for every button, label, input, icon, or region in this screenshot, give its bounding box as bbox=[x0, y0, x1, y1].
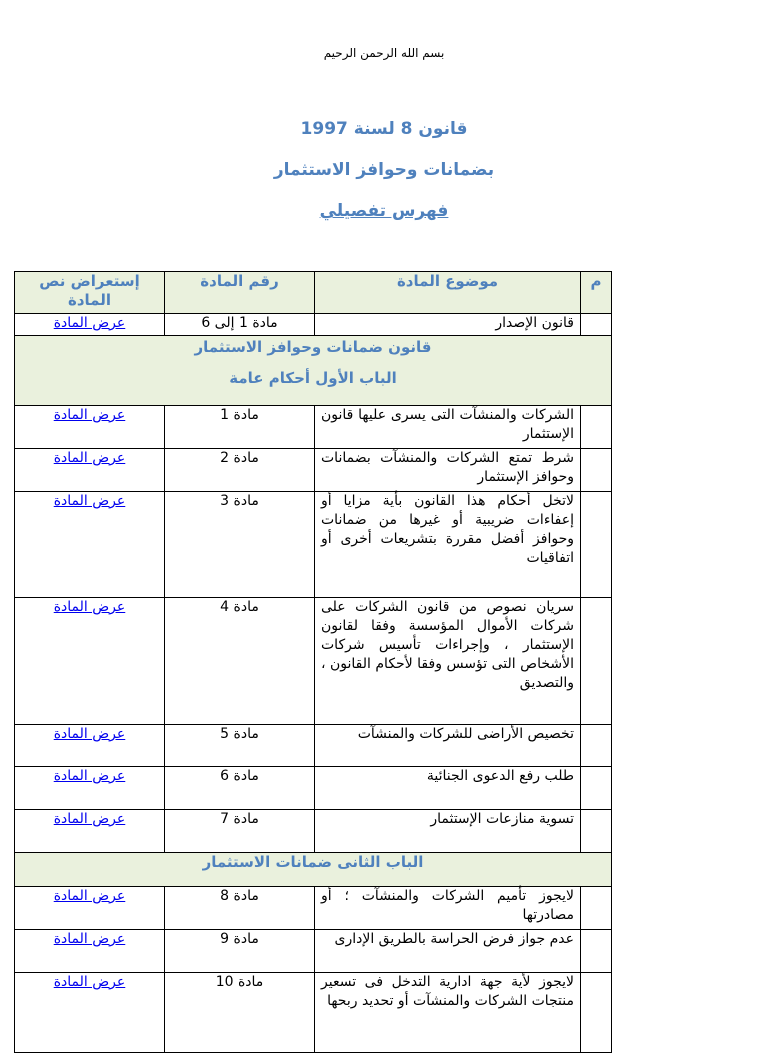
row-num bbox=[581, 930, 612, 973]
chapter-title: الباب الثانى ضمانات الاستثمار bbox=[202, 853, 424, 871]
row-subject: تخصيص الأراضى للشركات والمنشآت bbox=[315, 725, 581, 767]
table-row bbox=[15, 598, 612, 725]
row-view-cell bbox=[15, 810, 165, 853]
view-article-link[interactable]: عرض المادة bbox=[53, 315, 126, 331]
row-view-cell bbox=[15, 973, 165, 1053]
row-num bbox=[581, 887, 612, 930]
row-num bbox=[581, 406, 612, 449]
row-num bbox=[581, 810, 612, 853]
row-subject: لاتخل أحكام هذا القانون بأية مزايا أو إعفاءات ضريبية أو غيرها من ضمانات وحوافز أفضل مقررة بتشريعات أخرى أو اتفاقيات bbox=[315, 492, 581, 598]
row-article: مادة 6 bbox=[165, 767, 315, 810]
view-article-link[interactable]: عرض المادة bbox=[53, 768, 126, 784]
row-num bbox=[581, 449, 612, 492]
row-view-cell bbox=[15, 406, 165, 449]
view-article-link[interactable]: عرض المادة bbox=[53, 726, 126, 742]
row-subject: قانون الإصدار bbox=[315, 314, 581, 336]
view-article-link[interactable]: عرض المادة bbox=[53, 407, 126, 423]
table-row bbox=[15, 449, 612, 492]
table-row bbox=[15, 406, 612, 449]
col-header-view: إستعراض نص المادة bbox=[15, 272, 165, 314]
col-header-num: م bbox=[581, 272, 612, 314]
row-article: مادة 4 bbox=[165, 598, 315, 725]
row-article: مادة 7 bbox=[165, 810, 315, 853]
view-article-link[interactable]: عرض المادة bbox=[53, 931, 126, 947]
row-view-cell bbox=[15, 492, 165, 598]
row-view-cell bbox=[15, 449, 165, 492]
row-article: مادة 2 bbox=[165, 449, 315, 492]
row-num bbox=[581, 492, 612, 598]
table-row bbox=[15, 314, 612, 336]
section-header-row bbox=[15, 853, 612, 887]
row-subject: شرط تمتع الشركات والمنشآت بضمانات وحوافز الإستثمار bbox=[315, 449, 581, 492]
section-title: قانون ضمانات وحوافز الاستثمار bbox=[194, 338, 432, 356]
table-header-row bbox=[15, 272, 612, 314]
law-subject-title: بضمانات وحوافز الاستثمار bbox=[273, 160, 495, 180]
row-subject: سريان نصوص من قانون الشركات على شركات الأموال المؤسسة وفقا لقانون الإستثمار ، وإجراءات تأسيس شركات الأشخاص التى تؤسس وفقا لأحكام القانون ، والتصديق bbox=[315, 598, 581, 725]
table-row bbox=[15, 767, 612, 810]
view-article-link[interactable]: عرض المادة bbox=[53, 888, 126, 904]
section-header bbox=[15, 336, 612, 406]
row-view-cell bbox=[15, 598, 165, 725]
row-view-cell bbox=[15, 314, 165, 336]
row-view-cell bbox=[15, 767, 165, 810]
row-subject: تسوية منازعات الإستثمار bbox=[315, 810, 581, 853]
view-article-link[interactable]: عرض المادة bbox=[53, 599, 126, 615]
index-title: فهرس تفصيلي bbox=[319, 201, 449, 221]
col-header-subject: موضوع المادة bbox=[315, 272, 581, 314]
table-row bbox=[15, 492, 612, 598]
row-num bbox=[581, 767, 612, 810]
row-article: مادة 10 bbox=[165, 973, 315, 1053]
section-header-row bbox=[15, 336, 612, 406]
view-article-link[interactable]: عرض المادة bbox=[53, 493, 126, 509]
table-row bbox=[15, 725, 612, 767]
row-num bbox=[581, 725, 612, 767]
row-num bbox=[581, 314, 612, 336]
view-article-link[interactable]: عرض المادة bbox=[53, 974, 126, 990]
row-subject: الشركات والمنشآت التى يسرى عليها قانون الإستثمار bbox=[315, 406, 581, 449]
row-subject: عدم جواز فرض الحراسة بالطريق الإدارى bbox=[315, 930, 581, 973]
view-article-link[interactable]: عرض المادة bbox=[53, 811, 126, 827]
index-table bbox=[14, 271, 612, 1053]
row-num bbox=[581, 973, 612, 1053]
view-article-link[interactable]: عرض المادة bbox=[53, 450, 126, 466]
row-article: مادة 1 bbox=[165, 406, 315, 449]
row-view-cell bbox=[15, 930, 165, 973]
row-num bbox=[581, 598, 612, 725]
table-row bbox=[15, 973, 612, 1053]
row-subject: لايجوز تأميم الشركات والمنشآت ؛ أو مصادرتها bbox=[315, 887, 581, 930]
row-view-cell bbox=[15, 725, 165, 767]
table-row bbox=[15, 887, 612, 930]
table-row bbox=[15, 810, 612, 853]
table-row bbox=[15, 930, 612, 973]
row-article: مادة 8 bbox=[165, 887, 315, 930]
row-subject: لايجوز لأية جهة ادارية التدخل فى تسعير منتجات الشركات والمنشآت أو تحديد ربحها bbox=[315, 973, 581, 1053]
col-header-article: رقم المادة bbox=[165, 272, 315, 314]
row-view-cell bbox=[15, 887, 165, 930]
row-article: مادة 1 إلى 6 bbox=[165, 314, 315, 336]
row-article: مادة 3 bbox=[165, 492, 315, 598]
row-article: مادة 5 bbox=[165, 725, 315, 767]
chapter-title: الباب الأول أحكام عامة bbox=[229, 369, 397, 387]
basmala: بسم الله الرحمن الرحيم bbox=[323, 46, 445, 60]
law-title: قانون 8 لسنة 1997 bbox=[300, 119, 468, 139]
row-subject: طلب رفع الدعوى الجنائية bbox=[315, 767, 581, 810]
section-header bbox=[15, 853, 612, 887]
row-article: مادة 9 bbox=[165, 930, 315, 973]
